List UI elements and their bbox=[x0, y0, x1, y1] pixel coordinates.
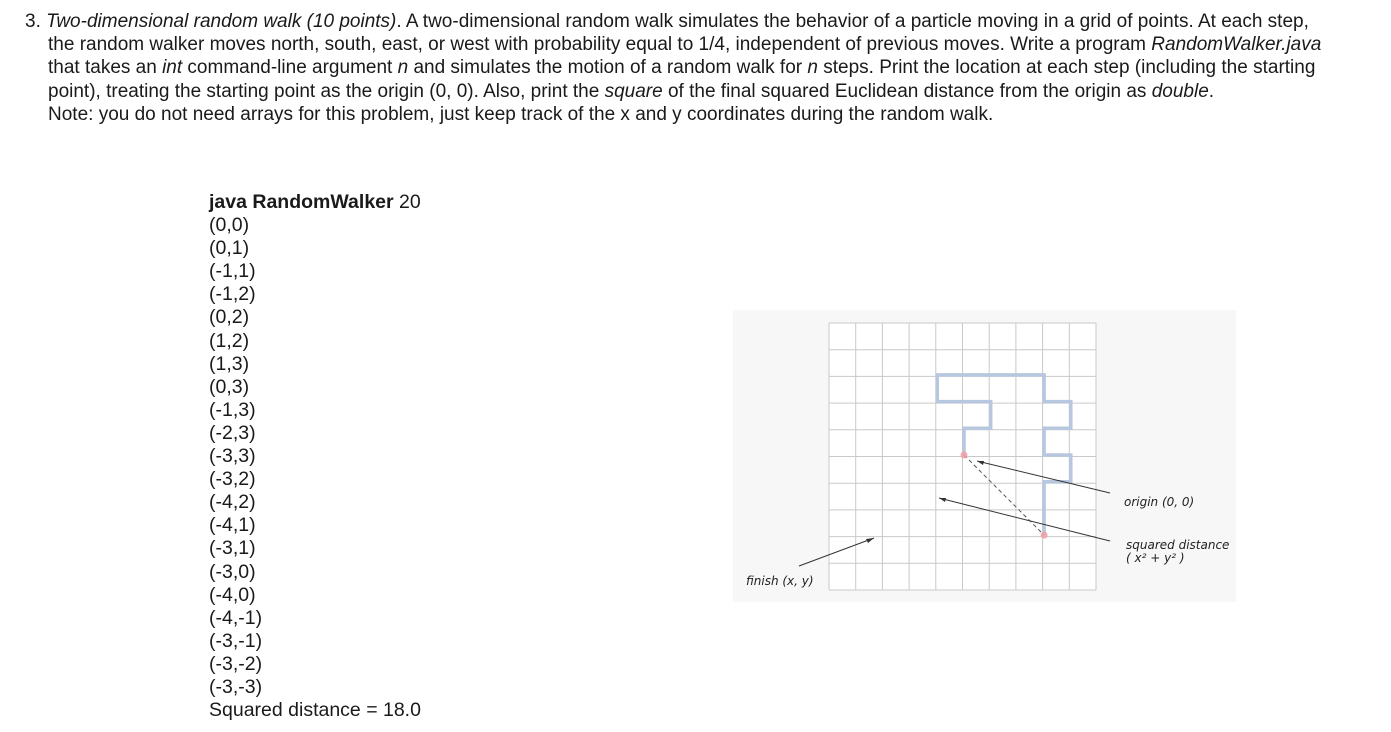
step-output-line: (-1,3) bbox=[209, 398, 256, 421]
sample-output bbox=[209, 191, 421, 722]
squared-distance-formula: ( x² + y² ) bbox=[1126, 551, 1185, 565]
random-walk-figure bbox=[733, 310, 1236, 602]
step-output-line: (-3,1) bbox=[209, 537, 256, 560]
step-output-line: (-3,-3) bbox=[209, 675, 263, 698]
step-output-line: (-2,3) bbox=[209, 421, 256, 444]
step-output-line: (-1,2) bbox=[209, 283, 256, 306]
step-output-line: (1,2) bbox=[209, 329, 250, 352]
finish-label: finish (x, y) bbox=[746, 574, 814, 588]
problem-number: 3. bbox=[25, 11, 41, 32]
step-output-line: (-4,1) bbox=[209, 514, 256, 537]
step-list bbox=[209, 214, 421, 699]
step-output-line: (-3,-2) bbox=[209, 652, 263, 675]
finish-point bbox=[1041, 532, 1048, 539]
step-output-line: (0,0) bbox=[209, 214, 250, 237]
step-output-line: (-3,2) bbox=[209, 468, 256, 491]
program-name: RandomWalker.java bbox=[1151, 34, 1322, 56]
command-line bbox=[209, 191, 421, 214]
step-output-line: (0,3) bbox=[209, 375, 250, 398]
step-output-line: (-4,0) bbox=[209, 583, 256, 606]
command-argument: 20 bbox=[399, 191, 421, 213]
step-output-line: (0,1) bbox=[209, 237, 250, 260]
problem-note: Note: you do not need arrays for this problem, just keep track of the x and y coordinates during the random walk. bbox=[48, 103, 994, 125]
step-output-line: (-3,-1) bbox=[209, 629, 263, 652]
origin-label: origin (0, 0) bbox=[1124, 495, 1195, 509]
step-output-line: (-1,1) bbox=[209, 260, 256, 283]
step-output-line: (1,3) bbox=[209, 352, 250, 375]
origin-point bbox=[961, 452, 968, 459]
problem-line-3: that takes an int command-line argument n and simulates the motion of a random walk for n steps. Print the location at each step (including the starting bbox=[48, 57, 1316, 79]
squared-distance-result: Squared distance = 18.0 bbox=[209, 699, 421, 722]
problem-line-1: 3. Two-dimensional random walk (10 points). A two-dimensional random walk simulates the behavior of a particle moving in a grid of points. At each step, bbox=[25, 11, 1309, 32]
random-walk-diagram bbox=[733, 310, 1236, 602]
problem-line-2: the random walker moves north, south, east, or west with probability equal to 1/4, independent of previous moves. Write a program RandomWalker.java bbox=[48, 34, 1322, 56]
step-output-line: (-4,2) bbox=[209, 491, 256, 514]
step-output-line: (-4,-1) bbox=[209, 606, 263, 629]
problem-statement bbox=[25, 10, 1391, 126]
step-output-line: (0,2) bbox=[209, 306, 250, 329]
problem-title: Two-dimensional random walk (10 points) bbox=[46, 11, 397, 32]
step-output-line: (-3,0) bbox=[209, 560, 256, 583]
problem-line-4: point), treating the starting point as the origin (0, 0). Also, print the square of the final squared Euclidean distance from the origin as double. bbox=[48, 80, 1215, 102]
squared-distance-label: squared distance bbox=[1126, 538, 1230, 552]
command: java RandomWalker bbox=[209, 191, 394, 213]
step-output-line: (-3,3) bbox=[209, 445, 256, 468]
